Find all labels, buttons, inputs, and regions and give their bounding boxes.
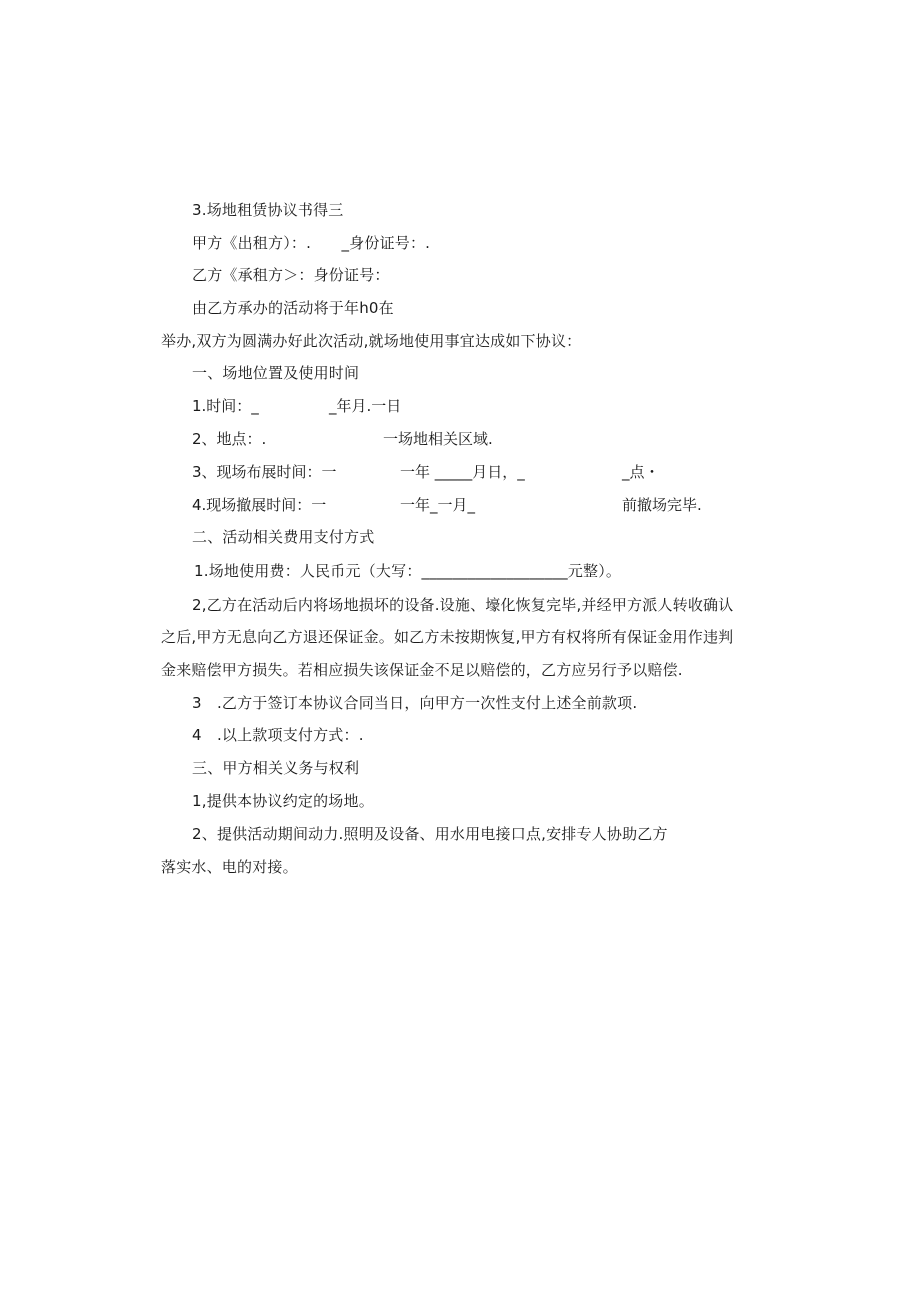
section-1-heading: 一、场地位置及使用时间 xyxy=(192,364,360,382)
teardown-time-label: 4.现场撤展时间：一 xyxy=(192,496,327,514)
fee-line: 1.场地使用费：人民币元（大写：___________________元整）。 xyxy=(194,562,622,580)
intro-line-2: 举办,双方为圆满办好此次活动,就场地使用事宜达成如下协议： xyxy=(161,332,582,350)
setup-time-label: 3、现场布展时间：一 xyxy=(192,463,337,481)
time-value: _年月.一日 xyxy=(329,397,402,415)
payment-time-line: 3 .乙方于签订本协议合同当日，向甲方一次性支付上述全前款项. xyxy=(192,694,638,712)
setup-time-date: 一年 _____月日，_ xyxy=(400,463,525,481)
document-title: 3.场地租赁协议书得三 xyxy=(192,201,344,219)
obligation-2-continuation: 落实水、电的对接。 xyxy=(161,858,298,876)
teardown-time-end: 前撤场完毕. xyxy=(622,496,702,514)
obligation-1-line: 1,提供本协议约定的场地。 xyxy=(192,792,374,810)
setup-time-hour: _点・ xyxy=(622,463,660,481)
party-a-line: 甲方《出租方）：. _身份证号：. xyxy=(192,234,431,252)
teardown-time-date: 一年_一月_ xyxy=(400,496,476,514)
deposit-line-3: 金来赔偿甲方损失。若相应损失该保证金不足以赔偿的，乙方应另行予以赔偿. xyxy=(161,661,683,679)
time-label: 1.时间：_ xyxy=(192,397,259,415)
payment-method-line: 4 .以上款项支付方式：. xyxy=(192,726,364,744)
deposit-line-1: 2,乙方在活动后内将场地损坏的设备.设施、壕化恢复完毕,并经甲方派人转收确认 xyxy=(192,596,734,614)
party-b-line: 乙方《承租方＞：身份证号： xyxy=(192,266,390,284)
place-value: 一场地相关区域. xyxy=(383,430,493,448)
section-2-heading: 二、活动相关费用支付方式 xyxy=(192,528,375,546)
place-label: 2、地点：. xyxy=(192,430,267,448)
intro-line-1: 由乙方承办的活动将于年h0在 xyxy=(192,299,394,317)
deposit-line-2: 之后,甲方无息向乙方退还保证金。如乙方未按期恢复,甲方有权将所有保证金用作违判 xyxy=(161,628,734,646)
section-3-heading: 三、甲方相关义务与权利 xyxy=(192,759,360,777)
obligation-2-line: 2、提供活动期间动力.照明及设备、用水用电接口点,安排专人协助乙方 xyxy=(192,825,668,843)
